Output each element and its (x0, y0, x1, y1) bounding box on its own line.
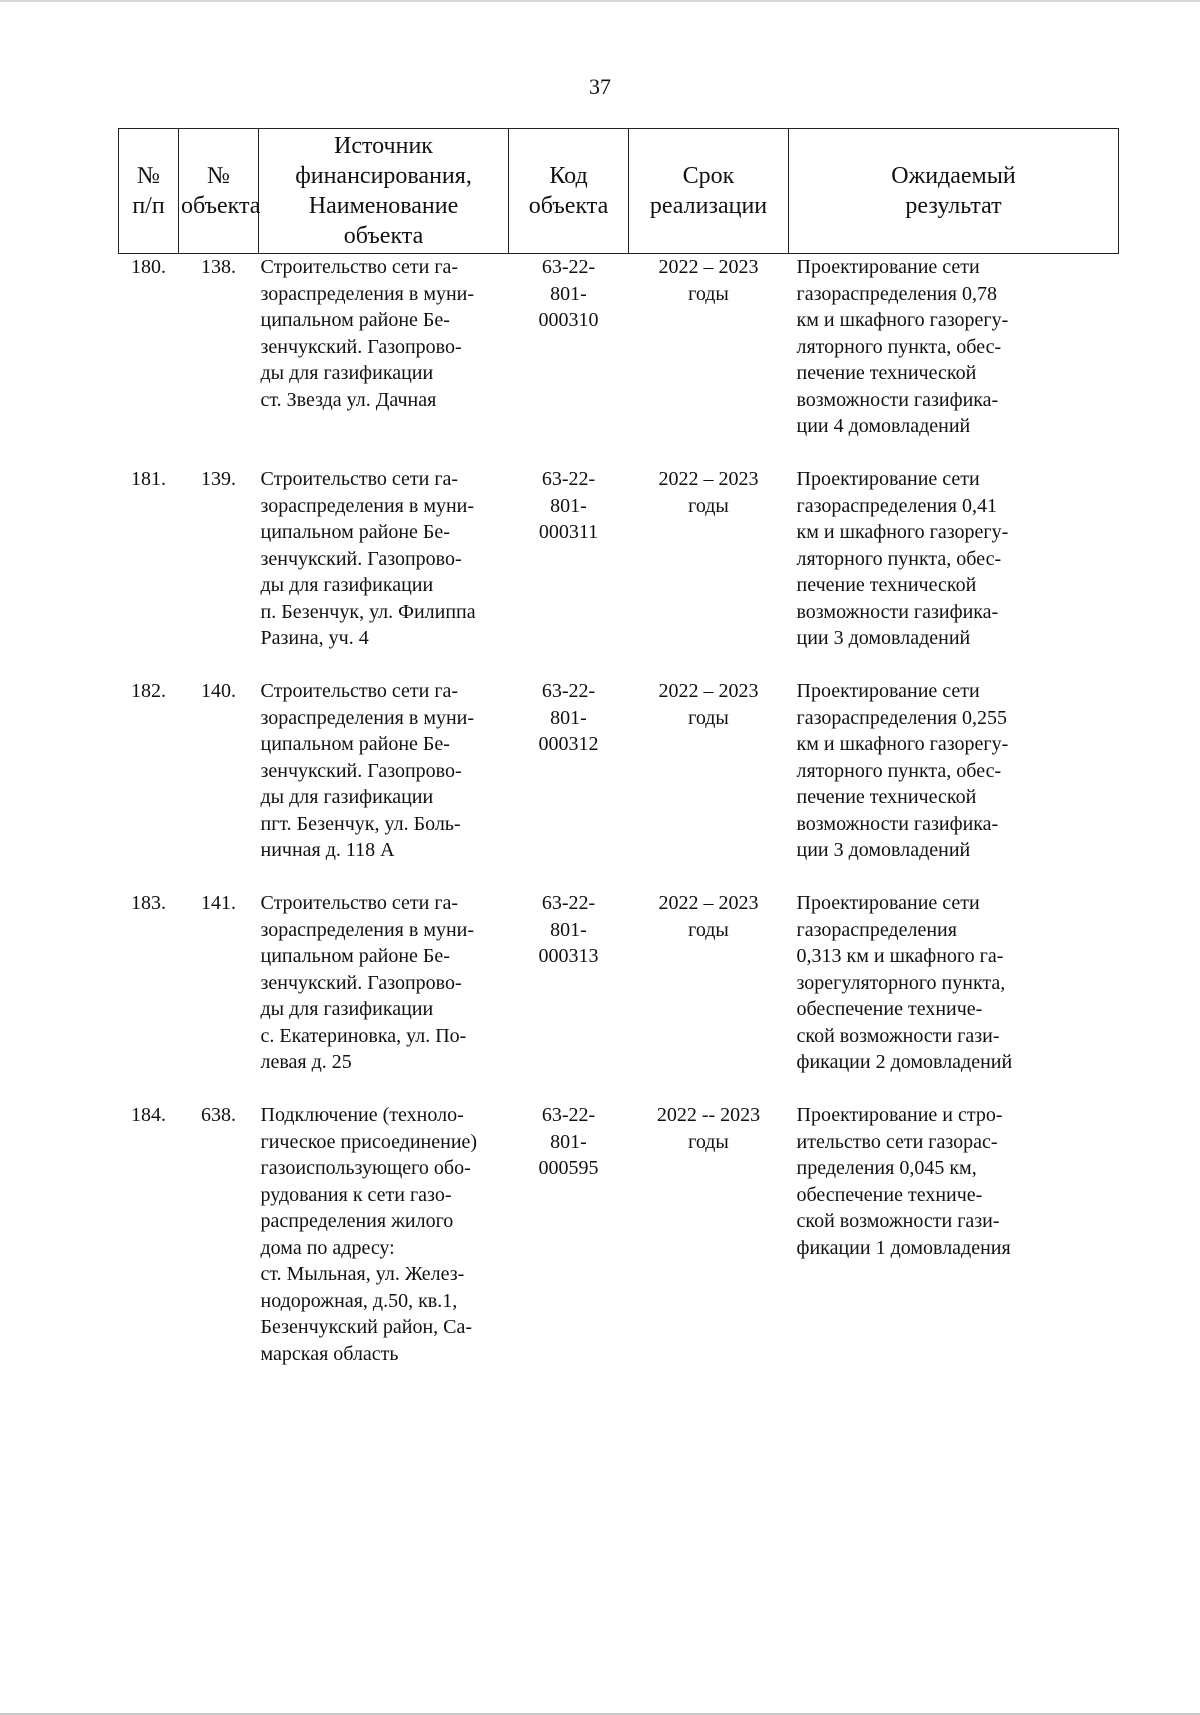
cell-result: Проектирование сети газораспределения 0,78 км и шкафного газорегу- ляторного пункта, обес- печение технической возможности газифика- ции 4 домовладений (796, 256, 1009, 437)
cell-source-name: Строительство сети га- зораспределения в муни- ципальном районе Бе- зенчукский. Газопрово- ды для газификации с. Екатериновка, ул. По- левая д. 25 (260, 892, 475, 1073)
table-row (119, 466, 1119, 678)
table-row (119, 254, 1119, 467)
cell-result: Проектирование сети газораспределения 0,41 км и шкафного газорегу- ляторного пункта, обес- печение технической возможности газифика- ции 3 домовладений (796, 468, 1009, 649)
table-row (119, 1102, 1119, 1382)
scan-edge-top (0, 0, 1200, 2)
header-object-number: № объекта (179, 129, 259, 254)
table-row (119, 678, 1119, 890)
cell-source-name: Строительство сети га- зораспределения в муни- ципальном районе Бе- зенчукский. Газопрово- ды для газификации ст. Звезда ул. Дачная (260, 256, 475, 411)
header-object-code: Код объекта (509, 129, 629, 254)
table-body (119, 254, 1119, 1383)
cell-object-code: 63-22- 801- 000595 (538, 1104, 599, 1179)
cell-term: 2022 – 2023 годы (658, 468, 759, 517)
cell-object-code: 63-22- 801- 000313 (538, 892, 599, 967)
cell-term: 2022 – 2023 годы (658, 256, 759, 305)
table-header (119, 129, 1119, 254)
cell-pp: 182. (131, 680, 166, 702)
cell-object-number: 141. (201, 892, 236, 914)
header-source-name: Источник финансирования, Наименование объекта (259, 129, 509, 254)
objects-table (118, 128, 1119, 1382)
cell-object-number: 140. (201, 680, 236, 702)
cell-term: 2022 -- 2023 годы (656, 1104, 761, 1153)
header-row (119, 129, 1119, 254)
cell-pp: 184. (131, 1104, 166, 1126)
cell-source-name: Строительство сети га- зораспределения в муни- ципальном районе Бе- зенчукский. Газопрово- ды для газификации пгт. Безенчук, ул. Боль- ничная д. 118 А (260, 680, 475, 861)
cell-result: Проектирование и стро- ительство сети газорас- пределения 0,045 км, обеспечение техниче- ской возможности гази- фикации 1 домовладения (796, 1104, 1011, 1259)
cell-term: 2022 – 2023 годы (658, 892, 759, 941)
header-term: Срок реализации (629, 129, 789, 254)
cell-pp: 181. (131, 468, 166, 490)
table-row (119, 890, 1119, 1102)
header-result: Ожидаемый результат (789, 129, 1119, 254)
cell-pp: 180. (131, 256, 166, 278)
cell-object-code: 63-22- 801- 000311 (538, 468, 599, 543)
cell-object-code: 63-22- 801- 000312 (538, 680, 599, 755)
cell-result: Проектирование сети газораспределения 0,313 км и шкафного га- зорегуляторного пункта, обеспечение техниче- ской возможности гази- фикации 2 домовладений (796, 892, 1013, 1073)
cell-source-name: Строительство сети га- зораспределения в муни- ципальном районе Бе- зенчукский. Газопрово- ды для газификации п. Безенчук, ул. Филиппа Разина, уч. 4 (260, 468, 476, 649)
cell-object-code: 63-22- 801- 000310 (538, 256, 599, 331)
cell-term: 2022 – 2023 годы (658, 680, 759, 729)
header-pp: № п/п (119, 129, 179, 254)
cell-object-number: 638. (201, 1104, 236, 1126)
cell-result: Проектирование сети газораспределения 0,255 км и шкафного газорегу- ляторного пункта, обес- печение технической возможности газифика- ции 3 домовладений (796, 680, 1009, 861)
cell-object-number: 138. (201, 256, 236, 278)
cell-object-number: 139. (201, 468, 236, 490)
cell-source-name: Подключение (техноло- гическое присоединение) газоиспользующего обо- рудования к сети газо- распределения жилого дома по адресу: ст. Мыльная, ул. Желез- нодорожная, д.50, кв.1, Безенчукский район, Са- марская область (260, 1104, 478, 1365)
cell-pp: 183. (131, 892, 166, 914)
page-number: 37 (589, 74, 611, 99)
